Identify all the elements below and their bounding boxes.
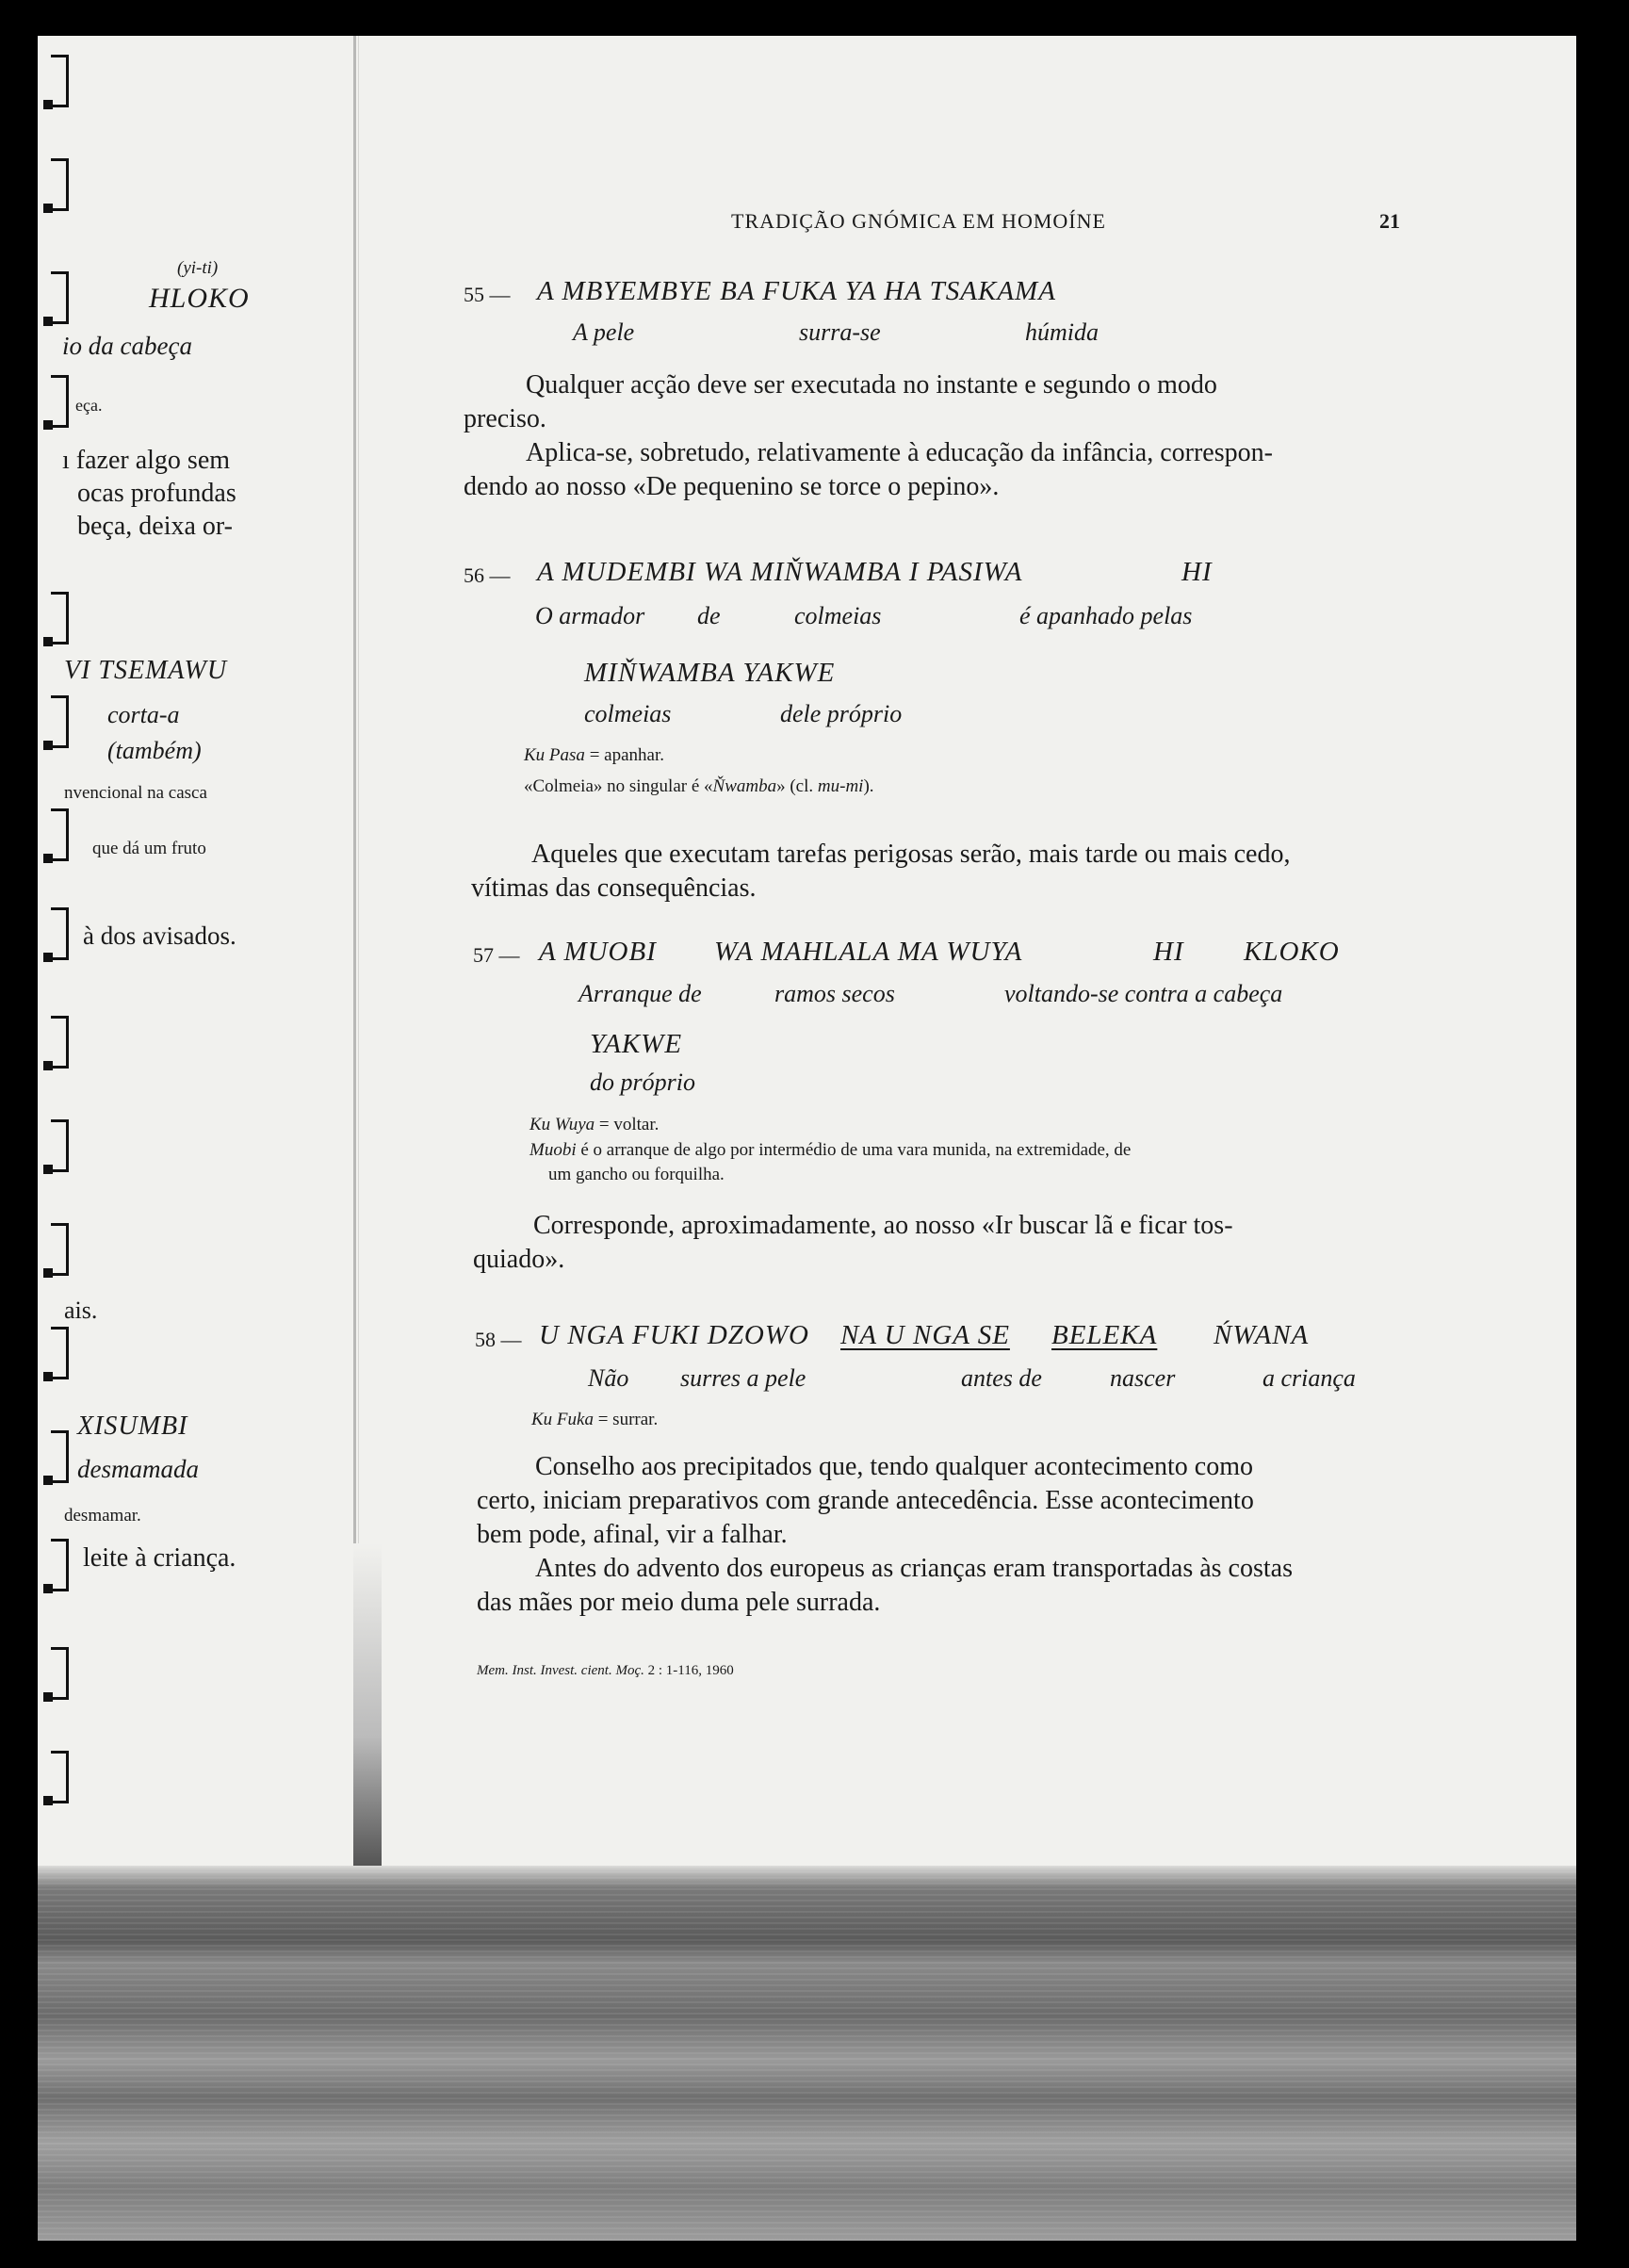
explanation: Aqueles que executam tarefas perigosas serão, mais tarde ou mais cedo, [531, 840, 1291, 869]
explanation: Corresponde, aproximadamente, ao nosso «Ir buscar lã e ficar tos- [533, 1211, 1233, 1240]
explanation: Aplica-se, sobretudo, relativamente à educação da infância, correspon- [526, 438, 1273, 467]
proverb-text-underlined: BELEKA [1051, 1320, 1158, 1350]
binder-ring [51, 592, 69, 645]
proverb-text-underlined: NA U NGA SE [840, 1320, 1010, 1350]
binder-ring [51, 808, 69, 861]
left-fragment: à dos avisados. [83, 922, 236, 950]
explanation: Conselho aos precipitados que, tendo qualquer acontecimento como [535, 1452, 1254, 1481]
proverb-text: HI [1153, 937, 1184, 967]
note: «Colmeia» no singular é «Ňwamba» (cl. mu-mi). [524, 776, 874, 796]
proverb-text: YAKWE [590, 1029, 683, 1059]
left-fragment: leite à criança. [83, 1543, 236, 1573]
proverb-text: KLOKO [1244, 937, 1340, 967]
gloss: antes de [961, 1364, 1042, 1392]
left-fragment: (também) [107, 737, 202, 764]
binder-ring [51, 158, 69, 211]
left-fragment: io da cabeça [62, 332, 192, 360]
gloss: do próprio [590, 1069, 695, 1096]
note: um gancho ou forquilha. [548, 1165, 725, 1184]
binder-ring [51, 1751, 69, 1803]
proverb-text: U NGA FUKI DZOWO [539, 1320, 809, 1350]
scan-smear [353, 1543, 382, 1866]
gloss: A pele [573, 318, 635, 346]
proverb-text: HI [1181, 557, 1213, 587]
explanation: bem pode, afinal, vir a falhar. [477, 1520, 788, 1549]
left-fragment: ocas profundas [77, 479, 236, 508]
page-number: 21 [1379, 209, 1400, 233]
binder-ring [51, 1647, 69, 1700]
explanation: Antes do advento dos europeus as crianças eram transportadas às costas [535, 1554, 1293, 1583]
proverb-text: WA MAHLALA MA WUYA [714, 937, 1023, 967]
gloss: voltando-se contra a cabeça [1004, 980, 1283, 1007]
left-fragment: corta-a [107, 701, 180, 728]
binder-ring [51, 1430, 69, 1483]
binder-ring [51, 1327, 69, 1379]
binder-ring [51, 1223, 69, 1276]
left-fragment: desmamar. [64, 1506, 141, 1526]
explanation: Qualquer acção deve ser executada no instante e segundo o modo [526, 370, 1217, 400]
binder-ring [51, 695, 69, 748]
gloss: surra-se [799, 318, 881, 346]
gloss: surres a pele [680, 1364, 806, 1392]
note: Muobi é o arranque de algo por intermédio de uma vara munida, na extremidade, de [529, 1140, 1132, 1160]
entry-number: 55 — [464, 283, 511, 306]
proverb-text: ŃWANA [1214, 1320, 1310, 1350]
left-fragment: que dá um fruto [92, 839, 206, 858]
left-fragment: VI TSEMAWU [64, 656, 228, 685]
gloss: húmida [1025, 318, 1099, 346]
journal-footer: Mem. Inst. Invest. cient. Moç. 2 : 1-116, 1960 [477, 1663, 734, 1678]
scanner-artifact-band [38, 1866, 1576, 2241]
gloss: O armador [535, 602, 645, 629]
gloss: dele próprio [780, 700, 903, 727]
proverb-text: A MUDEMBI WA MIŇWAMBA I PASIWA [537, 557, 1023, 587]
proverb-text: MIŇWAMBA YAKWE [584, 658, 836, 688]
binder-ring [51, 907, 69, 960]
explanation: certo, iniciam preparativos com grande antecedência. Esse acontecimento [477, 1486, 1254, 1515]
binder-ring [51, 271, 69, 324]
running-header: TRADIÇÃO GNÓMICA EM HOMOÍNE [731, 209, 1106, 233]
left-fragment: desmamada [77, 1455, 199, 1483]
binder-ring [51, 1539, 69, 1591]
explanation: vítimas das consequências. [471, 873, 757, 903]
gloss: a criança [1262, 1364, 1356, 1392]
binder-ring [51, 1016, 69, 1069]
left-fragment: ais. [64, 1297, 98, 1324]
left-fragment: beça, deixa or- [77, 512, 234, 541]
page-fold-line [353, 36, 356, 1798]
gloss: Não [588, 1364, 629, 1392]
gloss: de [697, 602, 721, 629]
proverb-text: A MBYEMBYE BA FUKA YA HA TSAKAMA [537, 276, 1056, 306]
gloss: Arranque de [578, 980, 702, 1007]
binder-ring [51, 1119, 69, 1172]
explanation: preciso. [464, 404, 546, 433]
entry-number: 56 — [464, 563, 511, 587]
gloss: colmeias [794, 602, 882, 629]
explanation: das mães por meio duma pele surrada. [477, 1588, 881, 1617]
binder-ring [51, 375, 69, 428]
left-fragment: nvencional na casca [64, 783, 207, 803]
note: Ku Wuya = voltar. [529, 1115, 660, 1134]
proverb-text: A MUOBI [539, 937, 657, 967]
gloss: nascer [1110, 1364, 1176, 1392]
explanation: dendo ao nosso «De pequenino se torce o pepino». [464, 472, 1000, 501]
gloss: ramos secos [774, 980, 895, 1007]
left-fragment: eça. [75, 396, 103, 415]
note: Ku Pasa = apanhar. [524, 745, 664, 765]
left-fragment: XISUMBI [77, 1411, 188, 1441]
scanned-page [38, 36, 1576, 2241]
gloss: colmeias [584, 700, 672, 727]
entry-number: 58 — [475, 1328, 522, 1351]
binder-ring [51, 55, 69, 107]
left-fragment: (yi-ti) [177, 258, 219, 278]
note: Ku Fuka = surrar. [531, 1410, 659, 1429]
entry-number: 57 — [473, 943, 520, 967]
left-fragment: HLOKO [149, 283, 250, 314]
left-fragment: ı fazer algo sem [62, 446, 231, 475]
page-fold-shadow [358, 36, 359, 1798]
gloss: é apanhado pelas [1019, 602, 1193, 629]
explanation: quiado». [473, 1245, 565, 1274]
